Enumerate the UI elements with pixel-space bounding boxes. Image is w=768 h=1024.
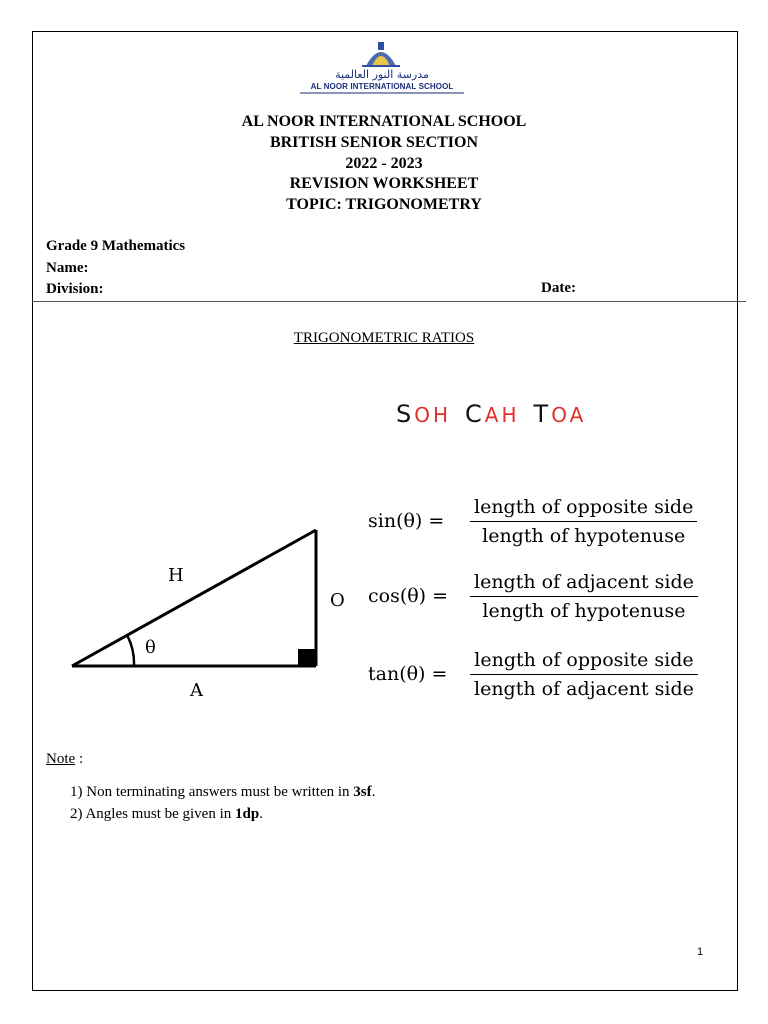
soh-cah-toa-mnemonic bbox=[396, 400, 586, 428]
tangent-denominator: length of adjacent side bbox=[474, 677, 694, 700]
cosine-fraction bbox=[470, 571, 698, 622]
header-divider bbox=[32, 301, 746, 302]
tangent-numerator: length of opposite side bbox=[470, 649, 697, 675]
tangent-fraction bbox=[470, 649, 698, 700]
mnemonic-c: C bbox=[465, 400, 485, 428]
note-item-2-number: 2) bbox=[70, 806, 83, 822]
note-item-2-bold: 1dp bbox=[235, 806, 260, 822]
note-colon: : bbox=[79, 751, 84, 767]
logo-english-name: AL NOOR INTERNATIONAL SCHOOL bbox=[310, 82, 454, 91]
section-title: TRIGONOMETRIC RATIOS bbox=[293, 330, 475, 346]
logo-arabic-name: مدرسة النور العالمية bbox=[335, 68, 429, 81]
header-worksheet: REVISION WORKSHEET bbox=[289, 175, 479, 192]
cosine-numerator: length of adjacent side bbox=[470, 571, 698, 597]
mnemonic-ah: AH bbox=[484, 403, 520, 427]
header-section: BRITISH SENIOR SECTION bbox=[269, 134, 479, 151]
logo-underline bbox=[300, 92, 464, 94]
note-heading bbox=[46, 751, 75, 768]
sine-numerator: length of opposite side bbox=[470, 496, 697, 522]
sine-denominator: length of hypotenuse bbox=[482, 524, 686, 547]
note-label-text: Note bbox=[46, 751, 76, 767]
tangent-lhs: tan(θ) = bbox=[368, 663, 448, 685]
tangent-formula bbox=[368, 644, 698, 704]
right-angle-marker bbox=[298, 649, 315, 665]
mnemonic-s: S bbox=[396, 400, 415, 428]
note-item-2-end: . bbox=[259, 806, 263, 822]
right-triangle-diagram bbox=[60, 520, 360, 710]
cosine-formula bbox=[368, 566, 698, 626]
note-item-1-bold: 3sf bbox=[353, 784, 372, 800]
sine-lhs: sin(θ) = bbox=[368, 510, 445, 532]
angle-arc bbox=[127, 635, 134, 666]
header-school: AL NOOR INTERNATIONAL SCHOOL bbox=[241, 113, 527, 130]
mnemonic-oh: OH bbox=[414, 403, 452, 427]
note-item-1-end: . bbox=[371, 784, 376, 800]
angle-theta-label: θ bbox=[145, 637, 156, 658]
mnemonic-oa: OA bbox=[551, 403, 587, 427]
hypotenuse-side bbox=[72, 530, 316, 666]
sine-formula bbox=[368, 491, 697, 551]
note-item-1-text: Non terminating answers must be written in bbox=[86, 784, 354, 800]
cosine-lhs: cos(θ) = bbox=[368, 585, 449, 607]
hypotenuse-label: H bbox=[168, 565, 184, 586]
sine-fraction bbox=[470, 496, 697, 547]
note-item-2 bbox=[70, 806, 263, 823]
note-item-1 bbox=[70, 784, 375, 801]
note-item-2-text: Angles must be given in bbox=[85, 806, 236, 822]
opposite-label: O bbox=[330, 590, 345, 611]
grade-label: Grade 9 Mathematics bbox=[46, 238, 186, 254]
division-label: Division: bbox=[46, 281, 104, 297]
cosine-denominator: length of hypotenuse bbox=[482, 599, 686, 622]
date-label: Date: bbox=[541, 280, 576, 296]
mnemonic-t: T bbox=[533, 400, 552, 428]
note-item-1-number: 1) bbox=[70, 784, 83, 800]
header-year: 2022 - 2023 bbox=[345, 155, 423, 172]
page-number: 1 bbox=[697, 946, 704, 958]
name-label: Name: bbox=[46, 260, 89, 276]
adjacent-label: A bbox=[190, 680, 203, 701]
school-crest-icon bbox=[356, 38, 406, 68]
header-topic: TOPIC: TRIGONOMETRY bbox=[286, 196, 482, 213]
